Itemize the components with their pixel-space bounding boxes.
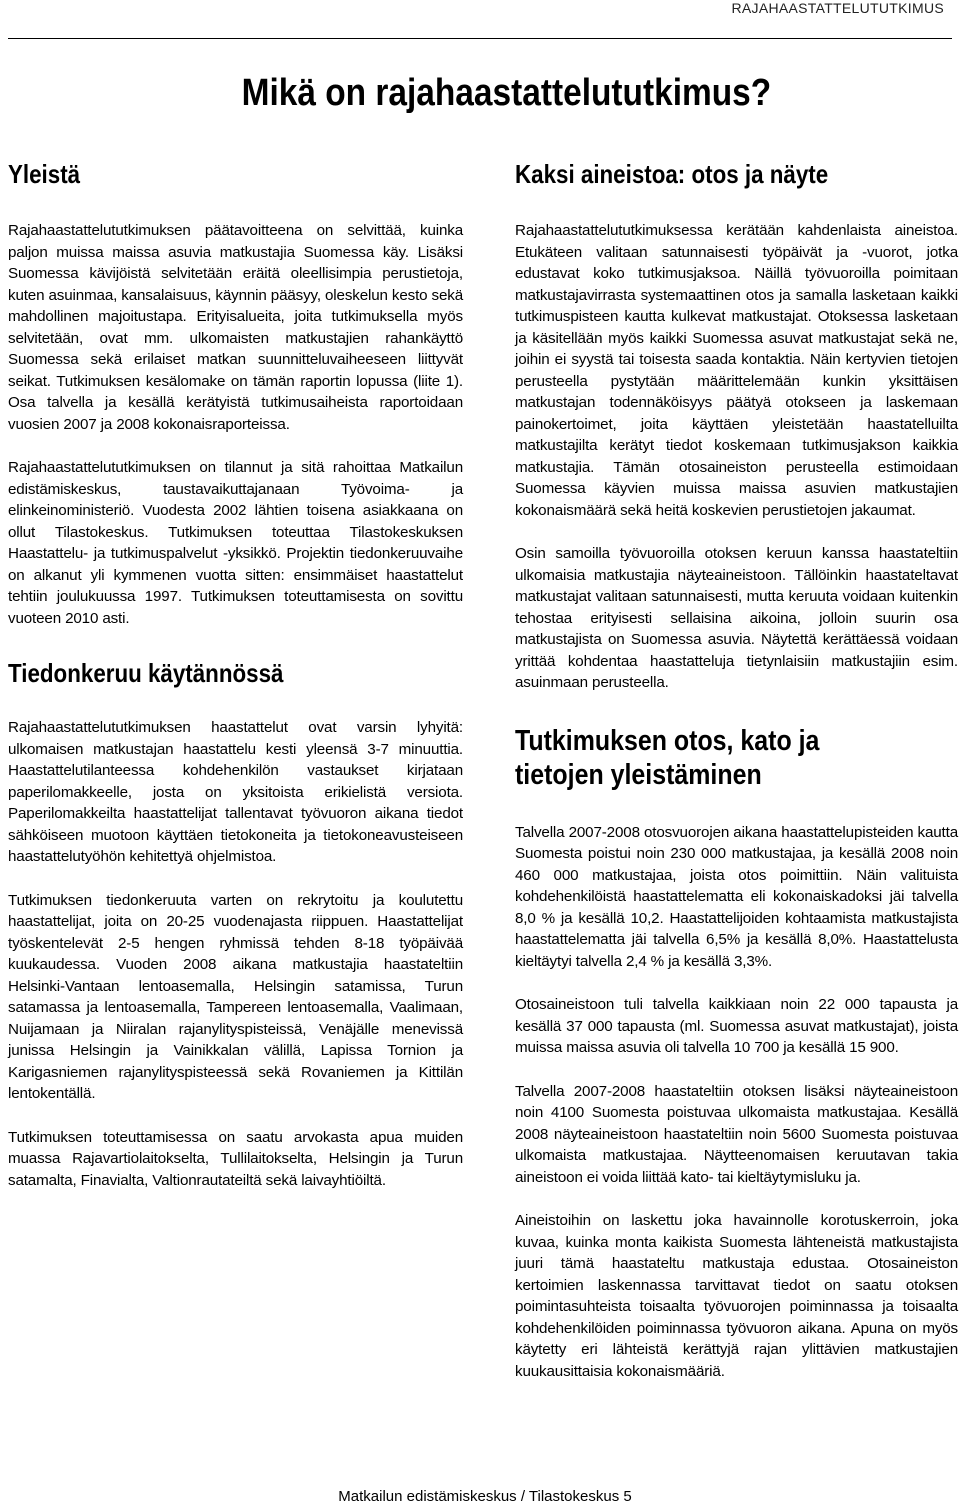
section-heading-otos-kato: Tutkimuksen otos, kato ja tietojen yleistäminen <box>515 724 820 791</box>
paragraph: Aineistoihin on laskettu joka havainnolle korotuskerroin, joka kuvaa, kuinka monta kaikista Suomesta lähteneistä matkustajista juuri tämä haastateltu matkustaja edustaa. Otosaineiston kertoimien laskennassa tarvittavat tiedot on saatu otoksen poimintasuhteista toisaalta työvuorojen poiminnassa ja toisaalta kohdehenkilöiden poiminnassa työvuoron aikana. Apuna on myös käytetty eri lähteistä kerättyjä rajan ylittävien matkustajien kuukausittaisia kokonaismääriä. <box>515 1212 958 1380</box>
paragraph: Talvella 2007-2008 haastateltiin otoksen lisäksi näyteaineistoon noin 4100 Suomesta poistuvaa ulkomaista matkustajaa. Kesällä 2008 näyteaineistoon haastateltiin noin 5600 Suomesta poistuvaa ulkomaista matkustajaa. Näytteenomaisen keruutavan takia aineistoon ei voida liittää kato- tai kieltäytymisluku ja. <box>515 1082 958 1186</box>
section-tiedonkeruu <box>8 659 463 1191</box>
section-kaksi-aineistoa <box>515 160 958 694</box>
section-heading-kaksi-aineistoa: Kaksi aineistoa: otos ja näyte <box>515 159 829 189</box>
paragraph: Tutkimuksen toteuttamisessa on saatu arvokasta apua muiden muassa Rajavartiolaitokselta, Tullilaitokselta, Helsingin ja Turun satamalta, Finavialta, Valtionrautateiltä sekä laivayhtiöiltä. <box>8 1128 463 1189</box>
section-heading-yleista: Yleistä <box>8 159 81 189</box>
paragraph: Rajahaastattelututkimuksen on tilannut ja sitä rahoittaa Matkailun edistämiskeskus, taustavaikuttajanaan Työvoima- ja elinkeinoministeriö. Vuodesta 2002 lähtien toisena asiakkaana on ollut Tilastokeskus. Tutkimuksen toteuttaa Tilastokeskuksen Haastattelu- ja tutkimuspalvelut -yksikkö. Projektin tiedonkeruuvaihe on alkanut yli kymmenen vuotta sitten: ensimmäiset haastattelut tehtiin joulukuussa 1997. Tutkimuksen toteuttamisesta on sovittu vuoteen 2010 asti. <box>8 459 463 627</box>
paragraph: Talvella 2007-2008 otosvuorojen aikana haastattelupisteiden kautta Suomesta poistui noin 230 000 matkustajaa, ja kesällä 2008 noin 460 000 matkustajaa, joista otos poimittiin. Näin valituista kohdehenkilöistä haastattelematta eli kokonaiskadoksi jäi talvella 8,0 % ja kesällä 10,2. Haastattelijoiden kohtaamista matkustajista haastattelematta jäi talvella 6,5% ja kesällä 8,0%. Haastattelusta kieltäytyi talvella 2,4 % ja kesällä 3,3%. <box>515 823 958 970</box>
page-footer: Matkailun edistämiskeskus / Tilastokeskus 5 <box>338 1488 632 1505</box>
paragraph: Rajahaastattelututkimuksen haastattelut ovat varsin lyhyitä: ulkomaisen matkustajan haastattelu kesti yleensä 3-7 minuuttia. Haastattelutilanteessa kohdehenkilön vastaukset kirjataan paperilomakkeelle, josta on yksitoista erikielistä versiota. Paperilomakkeilta haastattelijat tallentavat työvuoron aikana tiedot sähköiseen muotoon käyttäen tietokoneita ja tietokoneavusteiseen haastattelutyöhön kehitettyä ohjelmistoa. <box>8 719 463 865</box>
right-column <box>515 160 958 1382</box>
paragraph: Rajahaastattelututkimuksessa kerätään kahdenlaista aineistoa. Etukäteen valitaan satunnaisesti työpäivät ja -vuorot, jotka edustavat koko tutkimusjaksoa. Näillä työvuoroilla poimitaan matkustajavirrasta systemaattinen otos ja samalla lasketaan kaikki tutkimuspisteen kautta kulkevat matkustajat. Otoksessa lasketaan ja käsitellään myös kaikki Suomessa asuvat matkustajat sekä ne, joihin ei syystä tai toisesta saada kontaktia. Näin kertyvien tietojen perusteella pystytään määrittelemään kunkin yksittäisen matkustajan todennäköisyys päätyä otokseen ja laskemaan painokertoimet, joita käyttäen yleistetään haastatelluilta matkustajilta kerätyt tiedot koskemaan tutkimusjakson kaikkia matkustajia. Tämän otosaineiston perusteella estimoidaan Suomessa käyvien muissa maissa asuvien matkustajien kokonaismäärä sekä heitä koskevien perustietojen jakaumat. <box>515 222 958 519</box>
paragraph: Osin samoilla työvuoroilla otoksen keruun kanssa haastateltiin ulkomaisia matkustajia näyteaineistoon. Tällöinkin haastateltavat matkustajat valitaan satunnaisesti, mutta keruuta voidaan kuitenkin tehostaa erityisesti sellaisina aikoina, jolloin suurin osa matkustajista on Suomessa asuvia. Näytettä kerättäessä voidaan yrittää kohdentaa haastatteluja tietynlaisiin matkustajiin esim. asuinmaan perusteella. <box>515 545 958 691</box>
section-yleista <box>8 160 463 629</box>
section-otos-kato <box>515 724 958 1383</box>
section-heading-tiedonkeruu: Tiedonkeruu käytännössä <box>8 658 284 688</box>
header-rule <box>8 38 952 39</box>
paragraph: Otosaineistoon tuli talvella kaikkiaan noin 22 000 tapausta ja kesällä 37 000 tapausta (ml. Suomessa asuvat matkustajat), joista muissa maissa asuvia oli talvella 10 700 ja kesällä 15 900. <box>515 996 958 1056</box>
page-title: Mikä on rajahaastattelututkimus? <box>241 72 772 114</box>
paragraph: Tutkimuksen tiedonkeruuta varten on rekrytoitu ja koulutettu haastattelijat, joita on 20-25 vuodenajasta riippuen. Haastattelijat työskentelevät 2-5 hengen ryhmissä tehden 8-18 työpäivää kuukaudessa. Vuoden 2008 aikana matkustajia haastateltiin Helsinki-Vantaan lentoasemalla, Helsingin satamissa, Turun satamassa ja lentoasemalla, Tampereen lentoasemalla, Vaalimaan, Nuijamaan ja Niiralan rajanylityspisteissä, Venäjälle menevissä junissa Helsingin ja Vainikkalan välillä, Lapissa Tornion ja Karigasniemen rajanylityspisteessä sekä Rovaniemen ja Kittilän lentokentällä. <box>8 891 463 1102</box>
paragraph: Rajahaastattelututkimuksen päätavoitteena on selvittää, kuinka paljon muissa maissa asuvia matkustajia Suomessa käy. Lisäksi Suomessa kävijöistä selvitetään eräitä oleellisimpia perustietoja, kuten asuinmaa, kansalaisuus, käynnin pääsyy, oleskelun kesto sekä mahdollinen majoitustapa. Erityisalueita, joita tutkimuksella myös selvitetään, ovat mm. ulkomaisten matkustajien rahankäyttö Suomessa sekä erilaiset matkan suunnitteluvaiheeseen liittyvät seikat. Tutkimuksen kesälomake on tämän raportin lopussa (liite 1). Osa talvella ja kesällä kerätyistä tutkimusaiheista raportoidaan vuosien 2007 ja 2008 kokonaisraporteissa. <box>8 222 463 433</box>
running-header: RAJAHAASTATTELUTUTKIMUS <box>731 0 944 16</box>
left-column <box>8 160 463 1191</box>
